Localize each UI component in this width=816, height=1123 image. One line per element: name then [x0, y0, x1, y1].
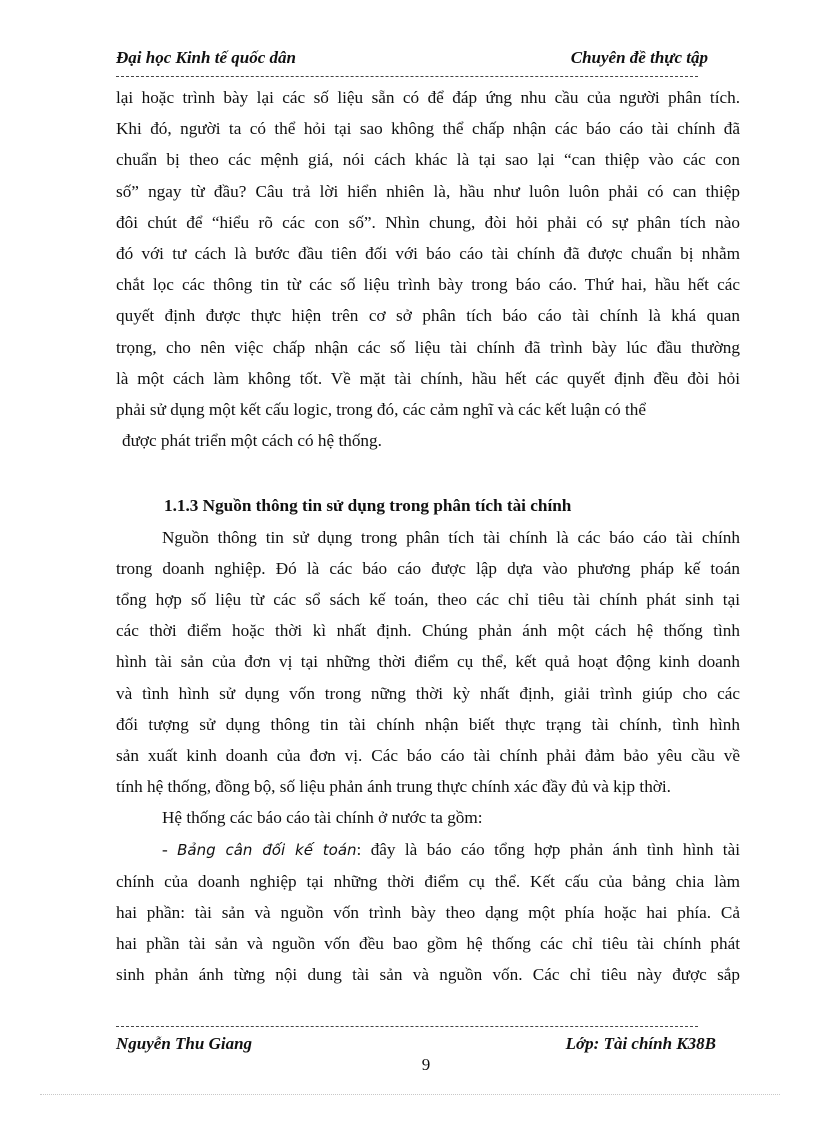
text-line: quyết định được thực hiện trên cơ sở phân tích báo cáo tài chính là khá quan — [116, 306, 740, 326]
text-line: và tình hình sử dụng vốn trong nững thời kỳ nhất định, giải trình giúp cho các — [116, 683, 740, 703]
footer-class: Lớp: Tài chính K38B — [565, 1034, 716, 1053]
text-line: trong doanh nghiệp. Đó là các báo cáo được lập dựa vào phương pháp kế toán — [116, 558, 740, 578]
text-line: Khi đó, người ta có thể hỏi tại sao không thể chấp nhận các báo cáo tài chính đã — [116, 119, 740, 139]
header-document-type: Chuyên đề thực tập — [570, 48, 708, 67]
paragraph-analysis-need — [116, 82, 740, 456]
header-divider — [116, 76, 698, 77]
footer-divider — [116, 1026, 698, 1027]
text-line: trọng, cho nên việc chấp nhận các số liệu tài chính đã trình bày lúc đầu thường — [116, 337, 740, 357]
text-line: đôi chút để “hiểu rõ các con số”. Nhìn chung, đòi hỏi phải có sự phân tích nào — [116, 212, 740, 232]
page-header — [114, 48, 716, 70]
term-description: : đây là báo cáo tổng hợp phản ánh tình hình tài — [356, 839, 740, 859]
paragraph-report-system — [116, 802, 740, 833]
document-body — [116, 82, 740, 991]
term-balance-sheet: Bảng cân đối kế toán — [177, 840, 357, 859]
text-line: lại hoặc trình bày lại các số liệu sẵn có để đáp ứng nhu cầu của người phân tích. — [116, 88, 740, 107]
text-line: các thời điểm hoặc thời kì nhất định. Chúng phản ánh một cách hệ thống tình — [116, 621, 740, 641]
text-line: Hệ thống các báo cáo tài chính ở nước ta gồm: — [162, 808, 483, 828]
page-footer — [114, 1034, 716, 1056]
text-line: phải sử dụng một kết cấu logic, trong đó, các cảm nghĩ và các kết luận có thể — [116, 400, 647, 420]
text-line: chính của doanh nghiệp tại những thời điểm cụ thể. Kết cấu của bảng chia làm — [116, 871, 740, 891]
text-line: đó với tư cách là bước đầu tiên đối với báo cáo tài chính đã được chuẩn bị nhằm — [116, 244, 740, 264]
text-line: Nguồn thông tin sử dụng trong phân tích tài chính là các báo cáo tài chính — [162, 527, 740, 547]
text-line: hai phần: tài sản và nguồn vốn trình bày theo dạng một phía hoặc hai phía. Cả — [116, 903, 740, 923]
footer-author: Nguyễn Thu Giang — [116, 1034, 253, 1053]
header-university: Đại học Kinh tế quốc dân — [116, 48, 296, 67]
section-heading — [116, 490, 740, 521]
list-dash: - — [162, 839, 178, 859]
text-line: tổng hợp số liệu từ các sổ sách kế toán, theo các chỉ tiêu tài chính phát sinh tại — [116, 590, 740, 610]
text-line: sản xuất kinh doanh của đơn vị. Các báo cáo tài chính phải đảm bảo yêu cầu về — [116, 746, 740, 766]
text-line: hình tài sản của đơn vị tại những thời điểm cụ thể, kết quả hoạt động kinh doanh — [116, 652, 740, 672]
text-line: chắt lọc các thông tin từ các số liệu trình bày trong báo cáo. Thứ hai, hầu hết các — [116, 275, 740, 295]
text-line: đối tượng sử dụng thông tin tài chính nhận biết thực trạng tài chính, tình hình — [116, 714, 740, 734]
heading-text: 1.1.3 Nguồn thông tin sử dụng trong phân tích tài chính — [164, 496, 572, 516]
paragraph-balance-sheet — [116, 834, 740, 991]
text-line: được phát triển một cách có hệ thống. — [122, 431, 382, 451]
section-spacer — [116, 456, 740, 490]
text-line: hai phần tài sản và nguồn vốn đều bao gồm hệ thống các chỉ tiêu tài chính phát — [116, 934, 740, 954]
text-line: sinh phản ánh từng nội dung tài sản và nguồn vốn. Các chỉ tiêu này được sắp — [116, 965, 740, 985]
text-line: là một cách làm không tốt. Về mặt tài chính, hầu hết các quyết định đều đòi hỏi — [116, 368, 740, 388]
text-line: tính hệ thống, đồng bộ, số liệu phản ánh trung thực chính xác đầy đủ và kịp thời. — [116, 777, 671, 797]
paragraph-information-sources — [116, 522, 740, 803]
page-number: 9 — [421, 1055, 431, 1074]
text-line: số” ngay từ đầu? Câu trả lời hiển nhiên là, hầu như luôn luôn phải có can thiệp — [116, 181, 740, 201]
text-line — [116, 834, 740, 866]
page-boundary — [40, 1094, 780, 1095]
text-line: chuẩn bị theo các mệnh giá, nói cách khác là tại sao lại “can thiệp vào các con — [116, 150, 740, 170]
